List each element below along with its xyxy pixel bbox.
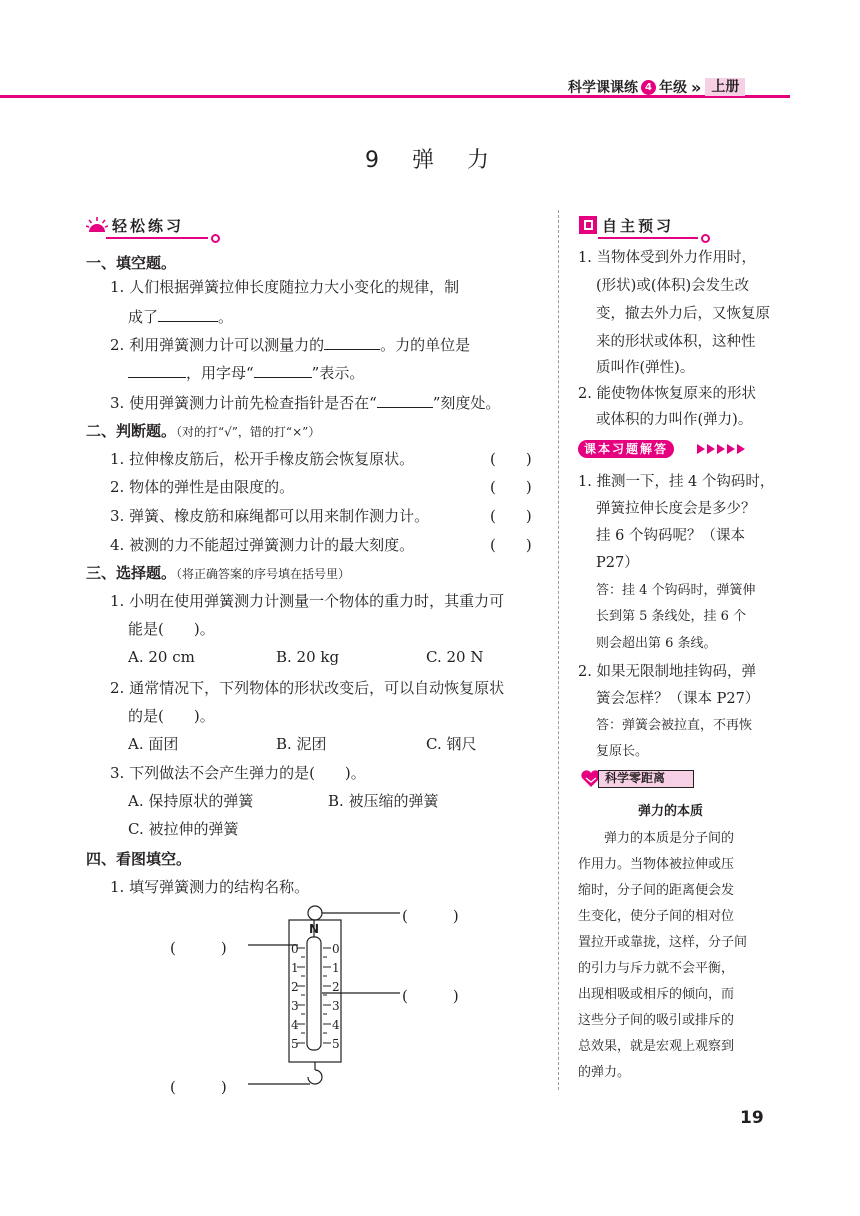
tb-a2-line: 复原长。 (596, 744, 649, 759)
lesson-title: 9 弹 力 (365, 148, 495, 173)
s3-q1-line1: 1. 小明在使用弹簧测力计测量一个物体的重力时，其重力可 (110, 592, 505, 610)
tb-a1-line: 长到第 5 条线处，挂 6 个 (596, 609, 747, 624)
s3-q3-line1: 3. 下列做法不会产生弹力的是( )。 (110, 764, 366, 782)
book-icon (578, 215, 598, 235)
answer-blank[interactable] (324, 336, 380, 350)
article-line: 生变化，使分子间的相对位 (578, 909, 735, 924)
answer-blank[interactable] (254, 364, 312, 378)
section-tag-label: 自主预习 (602, 216, 675, 235)
tb-q1-line: P27） (596, 555, 639, 571)
preview-p1-line: 质叫作(弹性)。 (596, 360, 695, 376)
s2-item: 2. 物体的弹性是由限度的。 (110, 478, 295, 496)
s3-q2-line2: 的是( )。 (128, 707, 215, 725)
option[interactable]: A. 面团 (128, 735, 179, 753)
scale-number-right: 0 (332, 942, 340, 956)
section-1-title: 一、填空题。 (86, 254, 177, 272)
s1-q3: 3. 使用弹簧测力计前先检查指针是否在“ ”刻度处。 (110, 394, 501, 412)
spiral-icon (211, 234, 220, 243)
article-line: 总效果，就是宏观上观察到 (578, 1039, 735, 1054)
scale-number-left: 4 (291, 1018, 299, 1032)
scale-number-left: 2 (291, 980, 299, 994)
s2-item: 3. 弹簧、橡皮筋和麻绳都可以用来制作测力计。 (110, 507, 430, 525)
s3-q1-line2: 能是( )。 (128, 620, 215, 638)
preview-p1-line: (形状)或(体积)会发生改 (596, 278, 750, 294)
s2-item: 1. 拉伸橡皮筋后，松开手橡皮筋会恢复原状。 (110, 450, 415, 468)
option[interactable]: B. 被压缩的弹簧 (328, 792, 439, 810)
scale-number-right: 4 (332, 1018, 340, 1032)
option[interactable]: C. 钢尺 (426, 735, 477, 753)
tb-a1-line: 则会超出第 6 条线。 (596, 636, 717, 651)
s1-q2-line1: 2. 利用弹簧测力计可以测量力的 。力的单位是 (110, 336, 471, 354)
article-line: 缩时，分子间的距离便会发 (578, 883, 735, 898)
scale-number-right: 5 (332, 1037, 340, 1051)
scale-number-right: 2 (332, 980, 340, 994)
header-grade: 年级 (659, 80, 687, 96)
article-line: 的引力与斥力就不会平衡， (578, 961, 735, 976)
scale-unit-label: N (308, 922, 320, 936)
tb-a2-line: 答：弹簧会被拉直，不再恢 (596, 718, 753, 733)
page-number: 19 (740, 1108, 764, 1128)
section-tag-label: 轻松练习 (112, 216, 185, 235)
section-4-title: 四、看图填空。 (86, 850, 192, 868)
tb-q2-line: 2. 如果无限制地挂钩码，弹 (578, 664, 756, 680)
article-line: 弹力的本质是分子间的 (604, 831, 735, 846)
answer-paren[interactable]: ( ) (490, 478, 532, 496)
scale-number-left: 5 (291, 1037, 299, 1051)
option[interactable]: C. 被拉伸的弹簧 (128, 820, 239, 838)
article-line: 出现相吸或相斥的倾向，而 (578, 987, 735, 1002)
preview-p2-line: 2. 能使物体恢复原来的形状 (578, 386, 756, 402)
section-3-title: 三、选择题。（将正确答案的序号填在括号里） (86, 564, 351, 582)
triangle-icon (717, 444, 725, 454)
header-bar (568, 77, 790, 97)
option[interactable]: A. 保持原状的弹簧 (128, 792, 254, 810)
s3-q2-line1: 2. 通常情况下，下列物体的形状改变后，可以自动恢复原状 (110, 679, 505, 697)
scale-number-left: 0 (291, 942, 299, 956)
textbook-answers-pill: 课本习题解答 (578, 440, 674, 458)
article-line: 置拉开或靠拢，这样，分子间 (578, 935, 748, 950)
tb-q2-line: 簧会怎样？（课本 P27） (596, 691, 760, 707)
header-brand: 科学课课练 (568, 80, 638, 96)
spiral-icon (701, 234, 710, 243)
scale-number-right: 1 (332, 961, 340, 975)
scale-number-left: 3 (291, 999, 299, 1013)
answer-blank[interactable] (128, 364, 186, 378)
option[interactable]: B. 20 kg (276, 648, 340, 666)
column-divider (558, 210, 559, 1090)
diagram-answer-paren[interactable]: ( ) (170, 939, 227, 957)
preview-p2-line: 或体积的力叫作(弹力)。 (596, 412, 753, 428)
scale-number-left: 1 (291, 961, 299, 975)
article-line: 作用力。当物体被拉伸或压 (578, 857, 735, 872)
sun-icon (86, 216, 108, 234)
article-title: 弹力的本质 (638, 804, 704, 819)
header-grade-badge: 4 (641, 80, 656, 95)
option[interactable]: B. 泥团 (276, 735, 327, 753)
answer-paren[interactable]: ( ) (490, 536, 532, 554)
tb-q1-line: 弹簧拉伸长度会是多少？ (596, 501, 756, 517)
preview-p1-line: 来的形状或体积，这种性 (596, 334, 756, 350)
triangle-icon (707, 444, 715, 454)
section-tag-easy-practice (86, 214, 220, 236)
article-line: 这些分子间的吸引或排斥的 (578, 1013, 735, 1028)
answer-blank[interactable] (377, 394, 433, 408)
preview-p1-line: 1. 当物体受到外力作用时， (578, 250, 756, 266)
triangle-icon (697, 444, 705, 454)
tb-a1-line: 答：挂 4 个钩码时，弹簧伸 (596, 583, 756, 598)
s1-q2-line2: ，用字母“ ”表示。 (128, 362, 364, 383)
article-line: 的弹力。 (578, 1065, 631, 1080)
triangle-icon (737, 444, 745, 454)
answer-paren[interactable]: ( ) (490, 507, 532, 525)
option[interactable]: A. 20 cm (128, 648, 195, 666)
double-chevron-icon: » (691, 77, 698, 97)
option[interactable]: C. 20 N (426, 648, 484, 666)
s1-q1-line2: 成了 。 (128, 308, 234, 326)
tb-q1-line: 挂 6 个钩码呢？（课本 (596, 528, 745, 544)
diagram-answer-paren[interactable]: ( ) (402, 907, 459, 925)
zero-tag-label: 科学零距离 (598, 770, 694, 788)
science-zero-distance-tag (580, 768, 695, 790)
tb-q1-line: 1. 推测一下，挂 4 个钩码时， (578, 474, 775, 490)
header-volume: 上册 (705, 78, 745, 96)
s2-item: 4. 被测的力不能超过弹簧测力计的最大刻度。 (110, 536, 415, 554)
s1-q1-line1: 1. 人们根据弹簧拉伸长度随拉力大小变化的规律，制 (110, 278, 460, 296)
answer-paren[interactable]: ( ) (490, 450, 532, 468)
diagram-answer-paren[interactable]: ( ) (170, 1078, 227, 1096)
diagram-answer-paren[interactable]: ( ) (402, 987, 459, 1005)
triangle-icon (727, 444, 735, 454)
answer-blank[interactable] (158, 308, 218, 322)
s4-q1: 1. 填写弹簧测力的结构名称。 (110, 878, 310, 896)
scale-number-right: 3 (332, 999, 340, 1013)
section-tag-self-preview (578, 214, 710, 236)
preview-p1-line: 变，撤去外力后，又恢复原 (596, 306, 770, 322)
section-2-title: 二、判断题。（对的打“√”，错的打“×”） (86, 422, 321, 440)
